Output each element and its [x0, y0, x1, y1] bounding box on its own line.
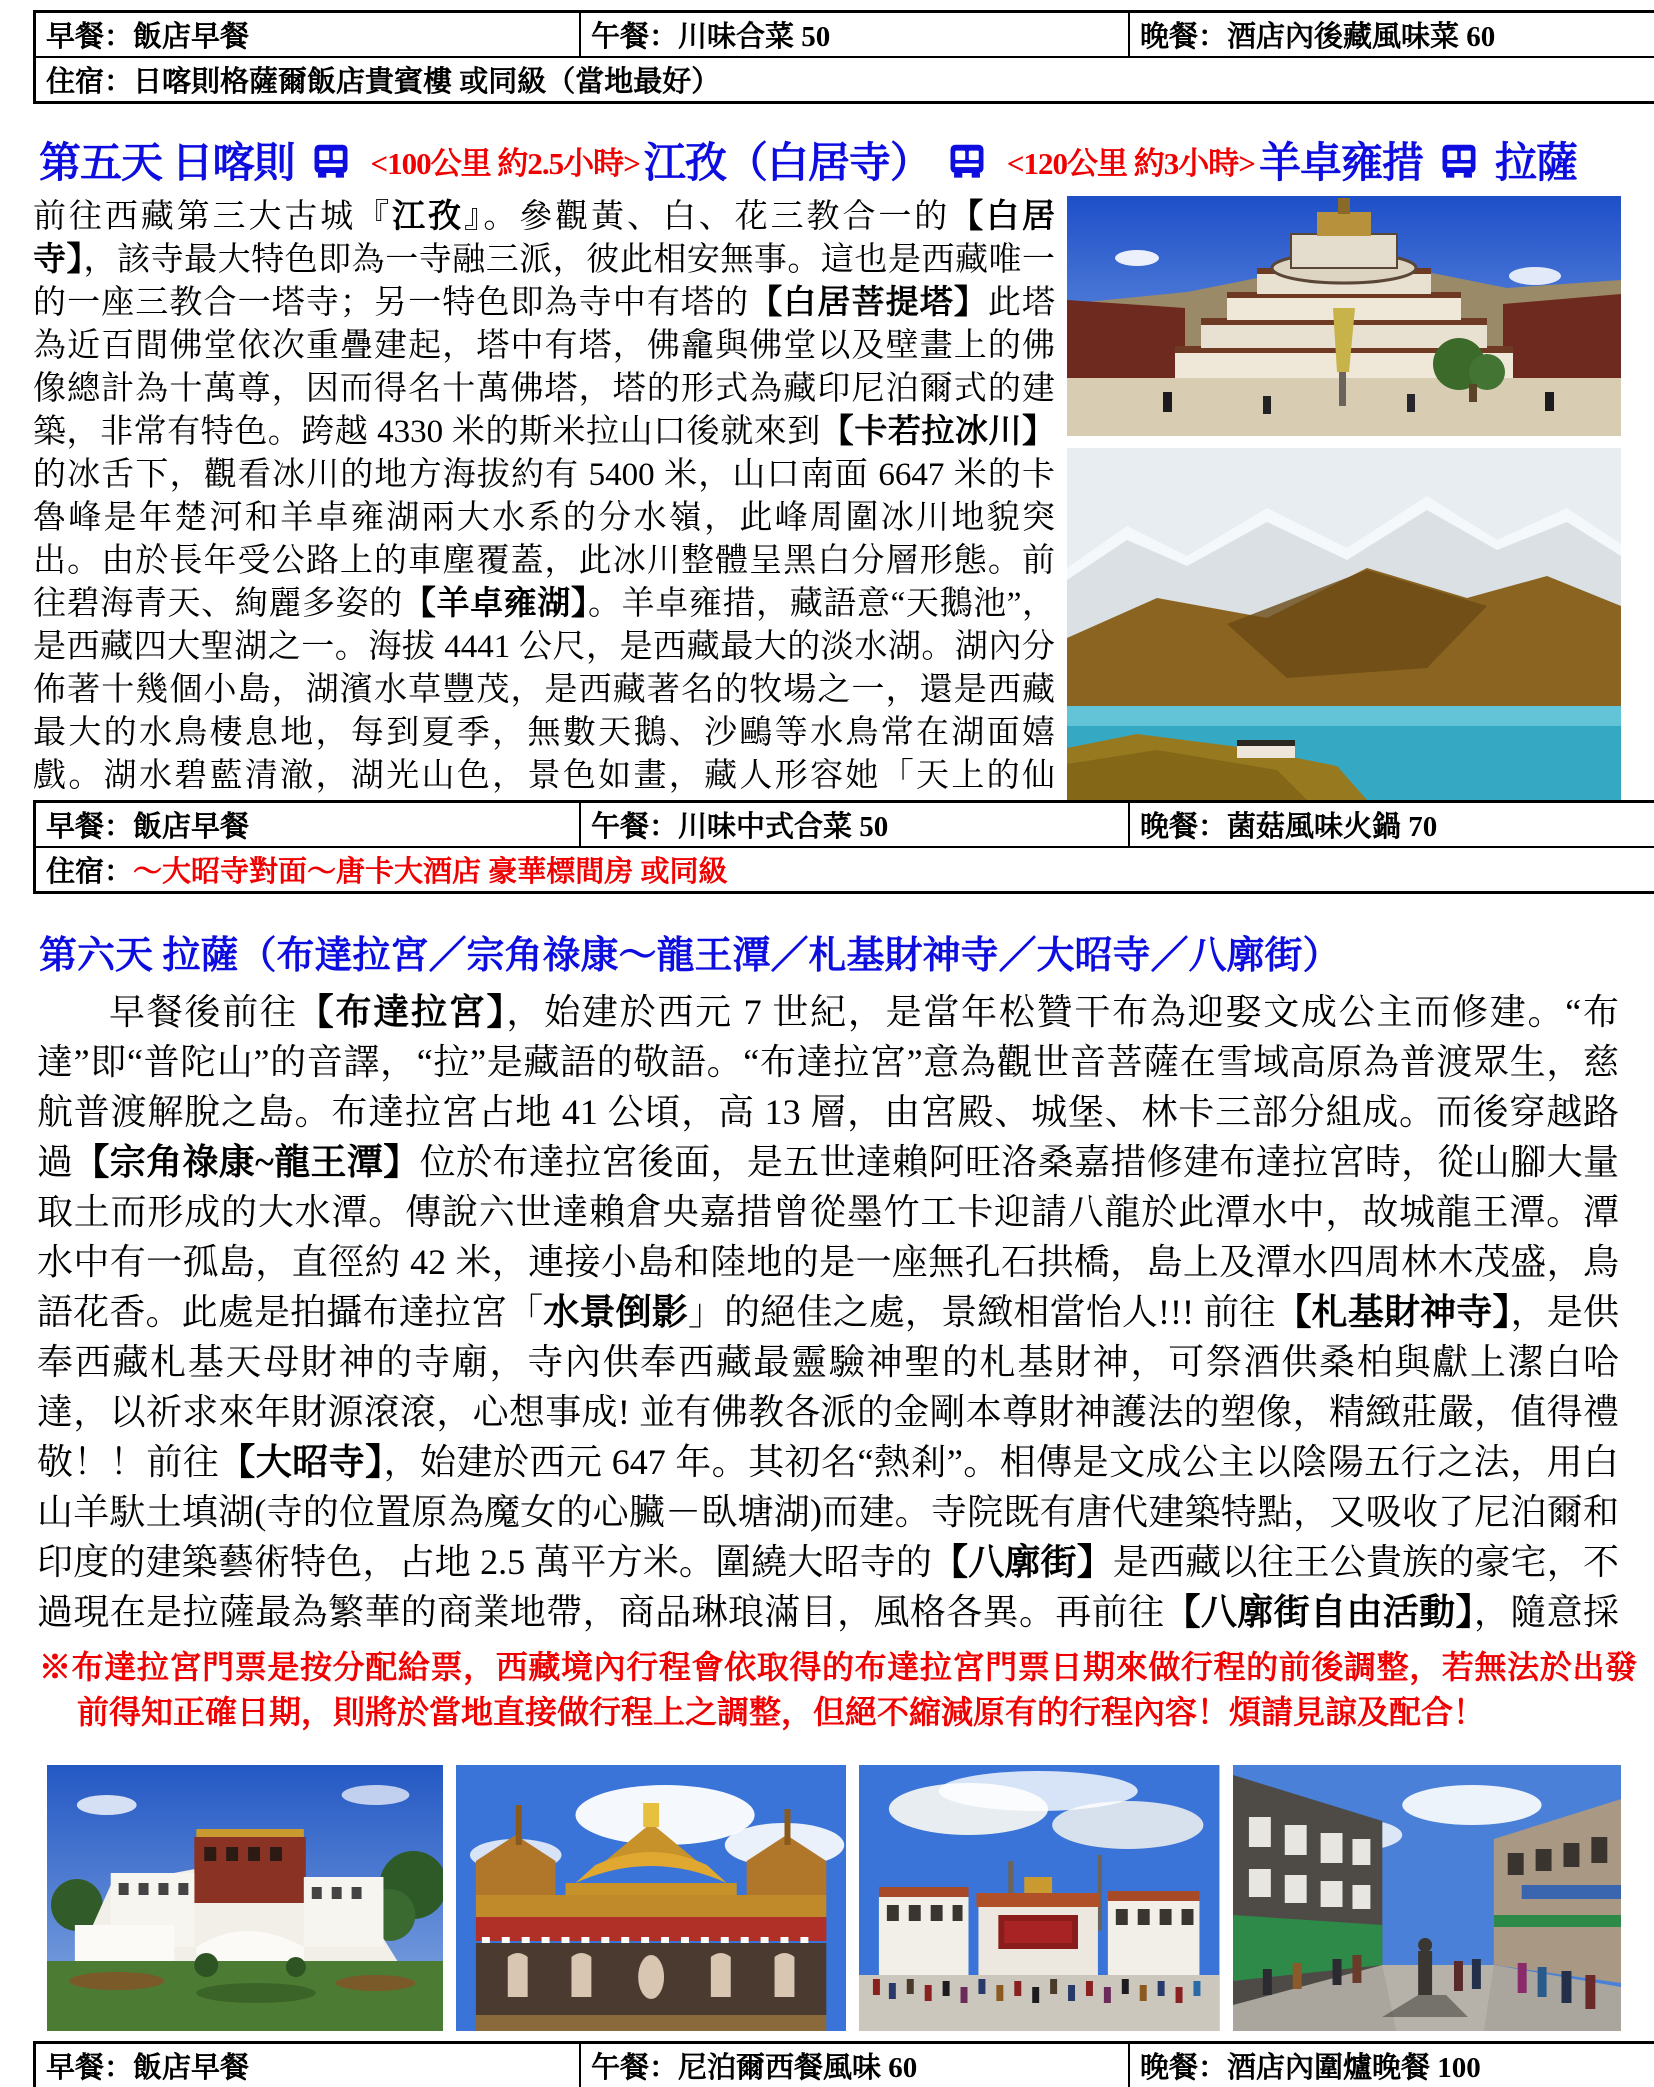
bus-icon	[947, 142, 987, 178]
highlight-text: 【八廓街】	[932, 1542, 1113, 1582]
highlight-text: 江孜	[392, 199, 464, 235]
text-segment: 早餐後前往	[109, 992, 298, 1032]
highlight-text: 【羊卓雍湖】	[402, 586, 589, 622]
lunch-cell: 午餐：川味合菜 50	[580, 12, 1129, 58]
lodging-value: 日喀則格薩爾飯店貴賓樓 或同級（當地最好）	[133, 66, 721, 98]
text-segment: 』。參觀黃、白、花三教合一的	[463, 199, 951, 235]
lodging-row	[35, 57, 1654, 103]
text-segment: 羊卓雍措	[1258, 141, 1423, 187]
text-segment: 江孜（白居寺）	[643, 141, 931, 187]
breakfast-cell: 早餐：飯店早餐	[35, 12, 581, 58]
lodging-cell	[35, 847, 1654, 893]
dinner-cell: 晚餐：菌菇風味火鍋 70	[1129, 802, 1654, 848]
highlight-text: 【札基財神寺】	[1275, 1292, 1511, 1332]
day5-photo-column	[1067, 196, 1621, 800]
lodging-label: 住宿：	[46, 66, 134, 98]
yamdrok-lake-photo	[1067, 448, 1621, 800]
text-segment: 是西藏以往王公貴族的豪宅，不過現在是拉薩最為繁華的商業地帶，商品琳琅滿目，風格各異。再前往	[37, 1542, 1619, 1632]
meal-table-day4	[33, 10, 1654, 104]
text-segment: 拉薩	[1494, 141, 1577, 187]
bus-icon	[1439, 142, 1479, 178]
text-segment: ，始建於西元 7 世紀，是當年松贊干布為迎娶文成公主而修建。“布達”即“普陀山”的音譯，“拉”是藏語的敬語。“布達拉宮”意為觀世音菩薩在雪域高原為普渡眾生，慈航普渡解脫之島。布達拉宮占地 41 公頃，高 13 層，由宮殿、城堡、林卡三部分組成。而後穿越路過	[37, 992, 1619, 1182]
dinner-cell: 晚餐：酒店內後藏風味菜 60	[1129, 12, 1654, 58]
lunch-cell: 午餐：川味中式合菜 50	[580, 802, 1129, 848]
highlight-text: 水景倒影	[543, 1292, 688, 1332]
lodging-label: 住宿：	[46, 856, 134, 888]
highlight-text: 【白居菩提塔】	[749, 285, 988, 321]
text-segment: 的冰舌下，觀看冰川的地方海拔約有 5400 米，山口南面 6647 米的卡魯峰是年楚河和羊卓雍湖兩大水系的分水嶺，此峰周圍冰川地貌突出。由於長年受公路上的車塵覆蓋，此冰川整體呈黑白分層形態。前往碧海青天、絢麗多姿的	[33, 457, 1055, 622]
text-segment: ，隨意採	[1473, 1592, 1619, 1632]
day5-heading	[39, 130, 1621, 190]
meal-row	[35, 802, 1654, 848]
text-segment: <100公里 約2.5小時>	[370, 145, 640, 181]
text-segment: 位於布達拉宮後面，是五世達賴阿旺洛桑嘉措修建布達拉宮時，從山腳大量取土而形成的大水潭。傳說六世達賴倉央嘉措曾從墨竹工卡迎請八龍於此潭水中，故城龍王潭。潭水中有一孤島，直徑約 42 米，連接小島和陸地的是一座無孔石拱橋，島上及潭水四周林木茂盛，鳥語花香。此處是拍攝布達拉宮「	[37, 1142, 1619, 1332]
ticket-notice: ※布達拉宮門票是按分配給票，西藏境內行程會依取得的布達拉宮門票日期來做行程的前後調整，若無法於出發前得知正確日期，則將於當地直接做行程上之調整，但絕不縮減原有的行程內容！煩請見諒及配合！	[39, 1649, 1637, 1730]
text-segment: 第五天 日喀則	[39, 141, 295, 187]
highlight-text: 【宗角祿康~龍王潭】	[73, 1142, 420, 1182]
text-segment: ，該寺最大特色即為一寺融三派，彼此相安無事。這也是西藏唯一的一座三教合一塔寺；另一特色即為寺中有塔的	[33, 242, 1055, 321]
highlight-text: 【布達拉宮】	[297, 992, 507, 1032]
highlight-text: 【白居寺】	[33, 199, 1055, 278]
text-segment: <120公里 約3小時>	[1006, 145, 1255, 181]
text-segment: 。羊卓雍措，藏語意“天鵝池”，是西藏四大聖湖之一。海拔 4441 公尺，是西藏最大的淡水湖。湖內分佈著十幾個小島，湖濱水草豐茂，是西藏著名的牧場之一，還是西藏最大的水鳥棲息地，每到夏季，無數天鵝、沙鷗等水鳥常在湖面嬉戲。湖水碧藍清澈，湖光山色，景色如畫，藏人形容她「天上的仙	[33, 586, 1055, 794]
jokhang-square-photo	[859, 1765, 1219, 2031]
lodging-row	[35, 847, 1654, 893]
highlight-text: 【卡若拉冰川】	[820, 414, 1055, 450]
breakfast-cell: 早餐：飯店早餐	[35, 802, 581, 848]
day5-section	[33, 196, 1621, 800]
breakfast-cell: 早餐：飯店早餐	[35, 2043, 581, 2087]
bus-icon	[311, 142, 351, 178]
lodging-cell	[35, 57, 1654, 103]
meal-row	[35, 12, 1654, 58]
lunch-cell: 午餐：尼泊爾西餐風味 60	[580, 2043, 1129, 2087]
day6-photo-strip	[47, 1765, 1621, 2031]
dinner-cell: 晚餐：酒店內圍爐晚餐 100	[1129, 2043, 1654, 2087]
text-segment: ，始建於西元 647 年。其初名“熱剎”。相傳是文成公主以陰陽五行之法，用白山羊馱土填湖(寺的位置原為魔女的心臟－臥塘湖)而建。寺院既有唐代建築特點，又吸收了尼泊爾和印度的建築藝術特色，占地 2.5 萬平方米。圍繞大昭寺的	[37, 1442, 1619, 1582]
text-segment: 前往西藏第三大古城『	[33, 199, 393, 235]
text-segment: 此塔為近百間佛堂依次重疊建起，塔中有塔，佛龕與佛堂以及壁畫上的佛像總計為十萬尊，因而得名十萬佛塔，塔的形式為藏印尼泊爾式的建築，非常有特色。跨越 4330 米的斯米拉山口後就來到	[33, 285, 1055, 450]
meal-table-day6	[33, 2041, 1654, 2087]
highlight-text: 【八廓街自由活動】	[1164, 1592, 1474, 1632]
jokhang-golden-roof-photo	[456, 1765, 846, 2031]
meal-row	[35, 2043, 1654, 2087]
day6-paragraph	[37, 987, 1619, 1639]
lodging-value: ～大昭寺對面～唐卡大酒店 豪華標間房 或同級	[133, 856, 728, 888]
barkhor-street-photo	[1233, 1765, 1621, 2031]
day5-paragraph	[33, 196, 1055, 800]
kumbum-stupa-photo	[1067, 196, 1621, 436]
text-segment: 」的絕佳之處，景緻相當怡人!!! 前往	[687, 1292, 1276, 1332]
highlight-text: 【大昭寺】	[219, 1442, 384, 1482]
day6-heading: 第六天 拉薩（布達拉宮／宗角祿康～龍王潭／札基財神寺／大昭寺／八廓街）	[39, 935, 1341, 977]
text-segment: ，是供奉西藏札基天母財神的寺廟，寺內供奉西藏最靈驗神聖的札基財神，可祭酒供桑柏與獻上潔白哈達，以祈求來年財源滾滾，心想事成! 並有佛教各派的金剛本尊財神護法的塑像，精緻莊嚴，值得禮敬！！前往	[37, 1292, 1619, 1482]
potala-palace-photo	[47, 1765, 443, 2031]
meal-table-day5	[33, 800, 1654, 894]
